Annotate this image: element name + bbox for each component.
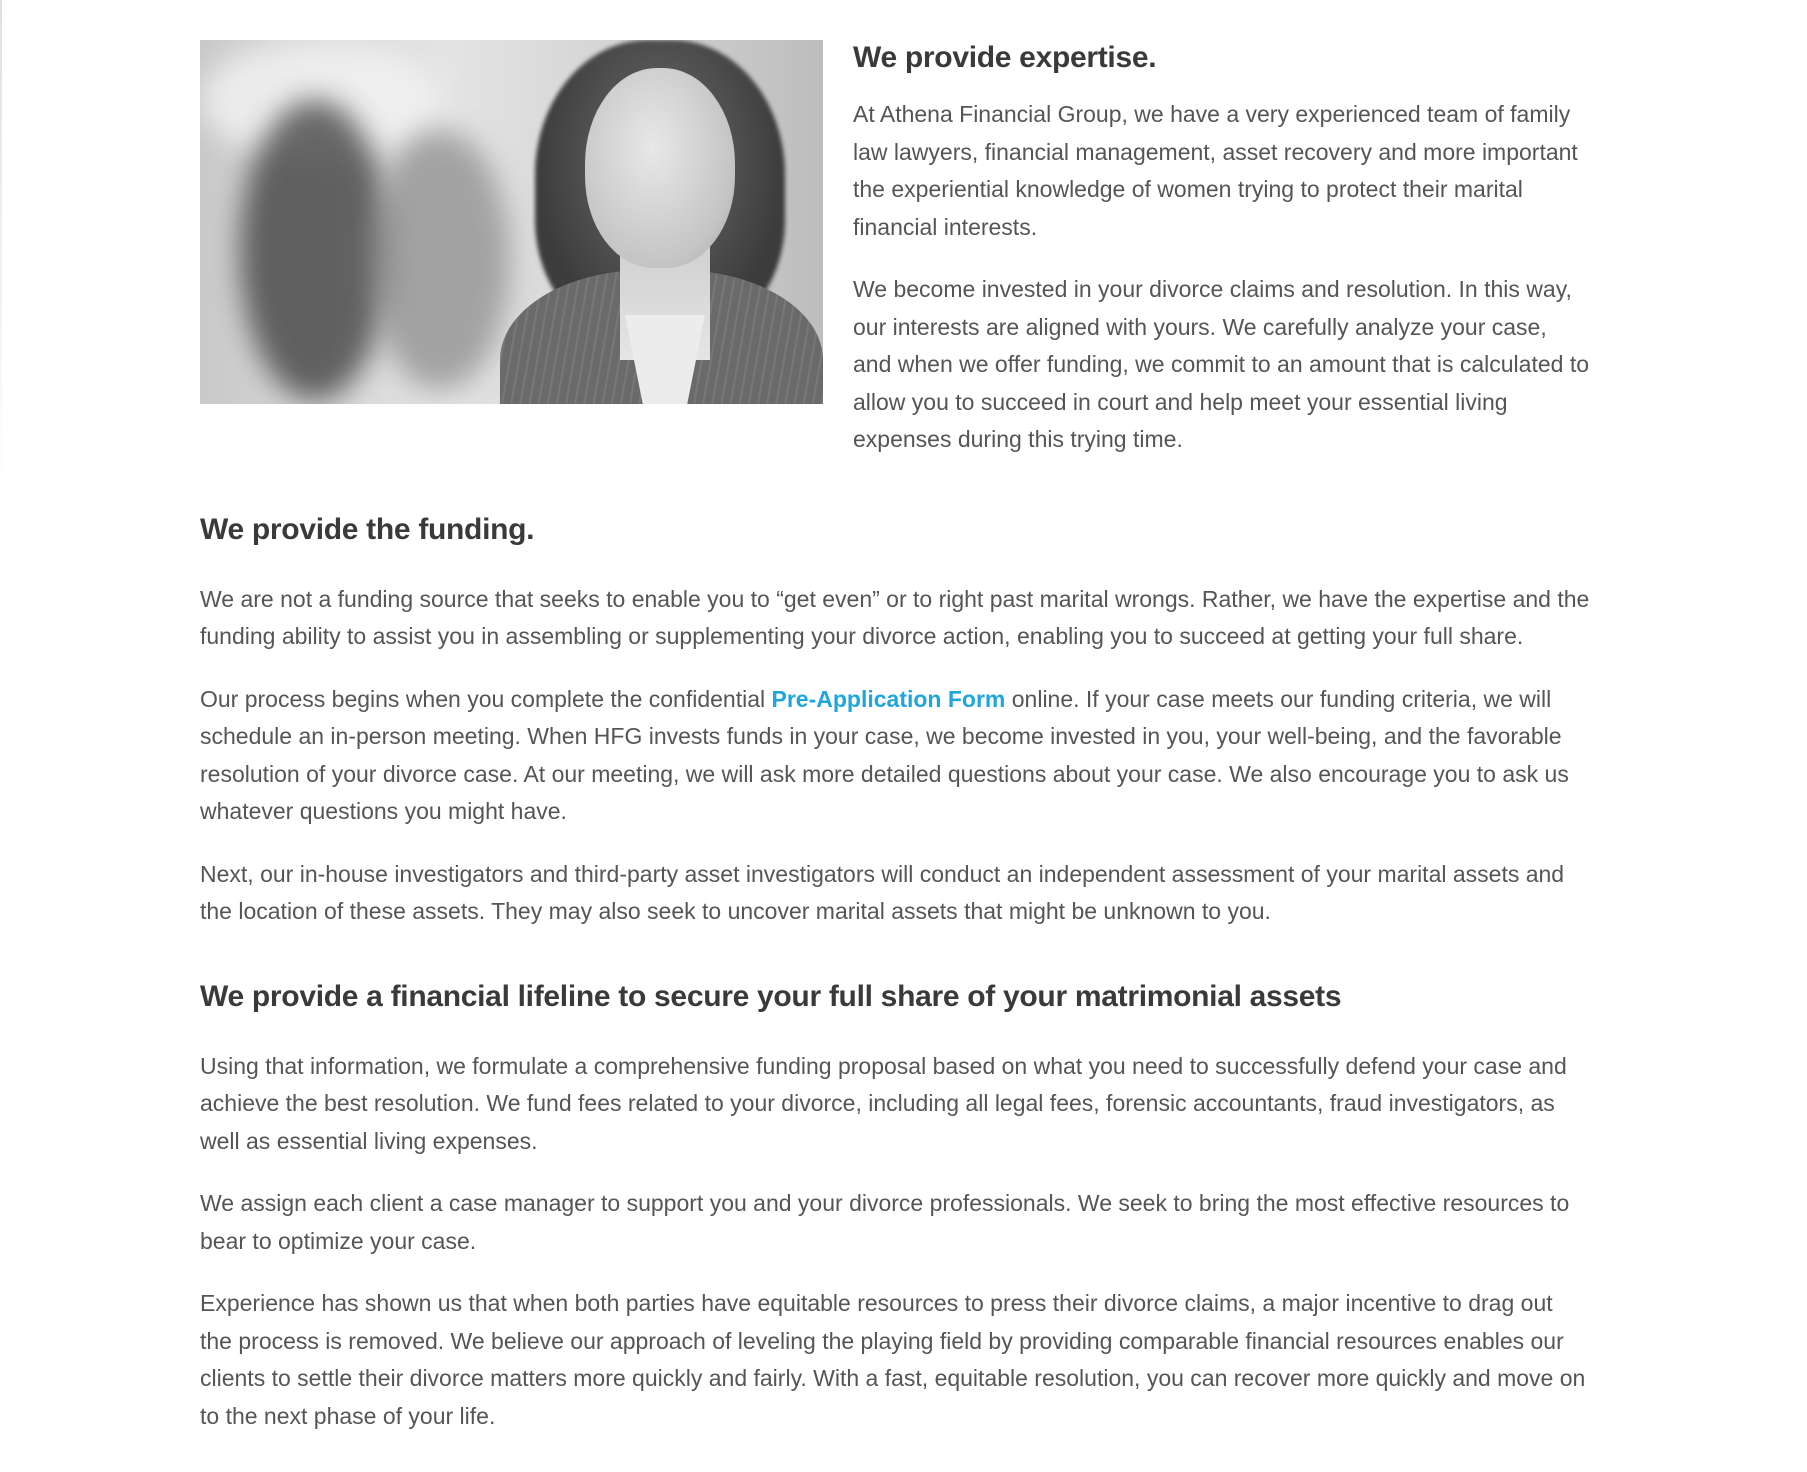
funding-p2-before: Our process begins when you complete the confidential: [200, 685, 772, 712]
hero-photo: [200, 40, 823, 404]
pre-application-form-link[interactable]: Pre-Application Form: [771, 685, 1006, 712]
lifeline-paragraph-2: We assign each client a case manager to support you and your divorce professionals. We seek to bring the most effective resources to bear to optimize your case.: [200, 1190, 1570, 1254]
funding-paragraph-3: Next, our in-house investigators and third-party asset investigators will conduct an independent assessment of your marital assets and the location of these assets. They may also seek to uncover marital assets that might be unknown to you.: [200, 860, 1565, 924]
expertise-paragraph-1: At Athena Financial Group, we have a very experienced team of family law lawyers, financial management, asset recovery and more important the experiential knowledge of women trying to protect their marital financial interests.: [853, 101, 1578, 240]
page-left-edge: [0, 0, 2, 500]
expertise-section: [200, 40, 1590, 484]
main-content: [200, 40, 1590, 1460]
expertise-heading: We provide expertise.: [853, 41, 1157, 74]
lifeline-paragraph-1: Using that information, we formulate a comprehensive funding proposal based on what you need to successfully defend your case and achieve the best resolution. We fund fees related to your divorce, including all legal fees, forensic accountants, fraud investigators, as well as essential living expenses.: [200, 1052, 1567, 1154]
funding-paragraph-2: [200, 681, 1590, 831]
funding-section: [200, 512, 1590, 931]
funding-heading: We provide the funding.: [200, 512, 535, 546]
lifeline-paragraph-3: Experience has shown us that when both parties have equitable resources to press their divorce claims, a major incentive to drag out the process is removed. We believe our approach of leveling the playing field by providing comparable financial resources enables our clients to settle their divorce matters more quickly and fairly. With a fast, equitable resolution, you can recover more quickly and move on to the next phase of your life.: [200, 1290, 1586, 1429]
expertise-text: [853, 40, 1590, 484]
funding-paragraph-1: We are not a funding source that seeks to enable you to “get even” or to right past marital wrongs. Rather, we have the expertise and the funding ability to assist you in assembling or supplementing your divorce action, enabling you to succeed at getting your full share.: [200, 585, 1590, 649]
expertise-paragraph-2: We become invested in your divorce claims and resolution. In this way, our interests are aligned with yours. We carefully analyze your case, and when we offer funding, we commit to an amount that is calculated to allow you to succeed in court and help meet your essential living expenses during this trying time.: [853, 276, 1589, 452]
funding-p2-after: online. If your case meets our funding criteria, we will schedule an in-person meeting. When HFG invests funds in your case, we become invested in you, your well-being, and the favorable resolution of your divorce case. At our meeting, we will ask more detailed questions about your case. We also encourage you to ask us whatever questions you might have.: [200, 685, 1569, 824]
lifeline-heading: We provide a financial lifeline to secure your full share of your matrimonial assets: [200, 979, 1342, 1013]
lifeline-section: [200, 979, 1590, 1436]
